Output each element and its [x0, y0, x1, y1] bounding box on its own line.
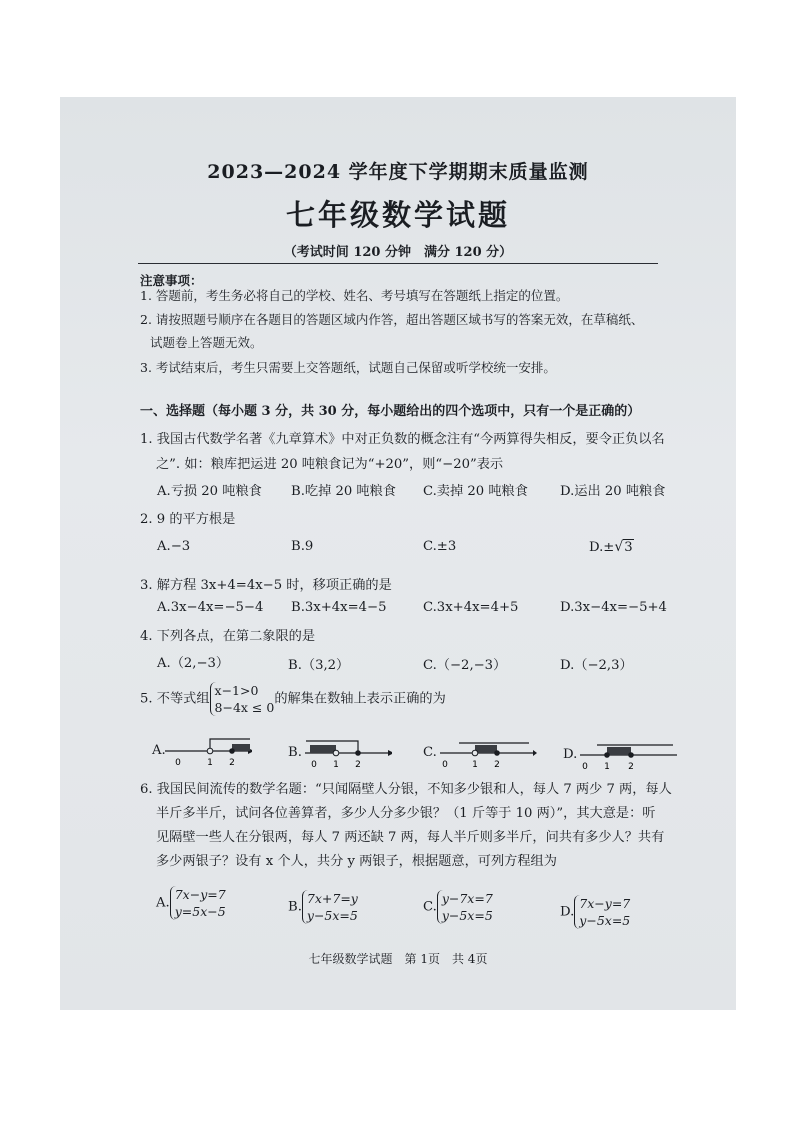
q2-option-d [589, 539, 634, 555]
tick-2: 2 [355, 760, 361, 769]
q6-stem-line3: 见隔壁一些人在分银两，每人 7 两还缺 7 两，每人半斤则多半斤，问共有多少人？共有 [156, 830, 665, 845]
number-line-a [162, 735, 252, 767]
equation-1: 7x+7=y [306, 891, 358, 906]
q6-option-c-system [437, 890, 493, 924]
q3-option-c: C.3x+4x=4+5 [423, 600, 519, 615]
q6-option-c [423, 890, 493, 924]
exam-term-heading: 2023—2024 学年度下学期期末质量监测 [207, 161, 589, 183]
q6-option-a [156, 886, 226, 920]
tick-1: 1 [472, 760, 478, 769]
exam-subtitle: （考试时间 120 分钟 满分 120 分） [283, 245, 513, 260]
q5-option-a-label: A. [152, 743, 166, 758]
q3-option-b: B.3x+4x=4−5 [291, 600, 387, 615]
q2-option-c: C.±3 [423, 539, 457, 554]
q5-inequality-system [210, 682, 275, 716]
number-line-c [437, 737, 537, 769]
q1-stem-line2: 之”. 如：粮库把运进 20 吨粮食记为“+20”，则“−20”表示 [156, 457, 504, 472]
q2-option-d-radicand: 3 [624, 540, 633, 555]
q5-stem-post: 的解集在数轴上表示正确的为 [274, 691, 446, 707]
q6-option-d [560, 895, 630, 929]
tick-0: 0 [175, 758, 181, 767]
q4-stem: 4. 下列各点，在第二象限的是 [140, 629, 316, 644]
equation-1: 7x−y=7 [174, 887, 226, 902]
q6-stem-line1: 6. 我国民间流传的数学名题：“只闻隔壁人分银，不知多少银和人，每人 7 两少 7 两，每人 [140, 782, 672, 797]
q5-option-c-label: C. [423, 745, 437, 760]
q4-option-b: B.（3,2） [288, 658, 350, 673]
equation-2: y−5x=5 [441, 908, 493, 923]
q5-inequality-1: x−1>0 [214, 683, 259, 698]
tick-2: 2 [229, 758, 235, 767]
q1-option-d: D.运出 20 吨粮食 [560, 484, 666, 499]
q3-option-d: D.3x−4x=−5+4 [560, 600, 667, 615]
q1-option-c: C.卖掉 20 吨粮食 [423, 484, 528, 499]
note-1: 1. 答题前，考生务必将自己的学校、姓名、考号填写在答题纸上指定的位置。 [140, 288, 569, 303]
equation-2: y−5x=5 [306, 908, 358, 923]
section-1-heading: 一、选择题（每小题 3 分，共 30 分，每小题给出的四个选项中，只有一个是正确的） [140, 404, 641, 419]
q6-option-a-label: A. [156, 895, 170, 911]
page-footer: 七年级数学试题 第 1页 共 4页 [308, 952, 488, 966]
tick-0: 0 [582, 762, 588, 771]
q6-stem-line4: 多少两银子？设有 x 个人，共分 y 两银子，根据题意，可列方程组为 [156, 854, 557, 869]
equation-2: y−5x=5 [579, 913, 631, 928]
q6-option-d-system [574, 895, 630, 929]
equation-1: 7x−y=7 [579, 896, 631, 911]
tick-0: 0 [442, 760, 448, 769]
tick-1: 1 [333, 760, 339, 769]
q6-option-b-label: B. [288, 899, 302, 915]
exam-title: 七年级数学试题 [285, 198, 510, 232]
q4-option-c: C.（−2,−3） [423, 658, 507, 673]
tick-1: 1 [207, 758, 213, 767]
q6-option-b-system [302, 890, 358, 924]
q5-option-d-label: D. [563, 747, 578, 762]
q3-option-a: A.3x−4x=−5−4 [157, 600, 264, 615]
notes-heading: 注意事项： [140, 273, 203, 288]
q5-stem-pre: 5. 不等式组 [140, 691, 210, 707]
q6-option-b [288, 890, 358, 924]
q5-inequality-2: 8−4x ≤ 0 [214, 700, 275, 715]
equation-1: y−7x=7 [441, 891, 493, 906]
q6-stem-line2: 半斤多半斤，试问各位善算者，多少人分多少银？（1 斤等于 10 两）”，其大意是：听 [156, 806, 656, 821]
note-2-cont: 试题卷上答题无效。 [150, 335, 263, 350]
q2-option-b: B.9 [291, 539, 314, 554]
note-2: 2. 请按照题号顺序在各题目的答题区域内作答，超出答题区域书写的答案无效，在草稿纸、 [140, 312, 644, 327]
q1-option-b: B.吃掉 20 吨粮食 [291, 484, 396, 499]
q1-stem-line1: 1. 我国古代数学名著《九章算术》中对正负数的概念注有“今两算得失相反，要令正负以名 [140, 432, 665, 447]
q6-option-d-label: D. [560, 904, 575, 920]
header-divider [138, 263, 658, 264]
radical-sign: √ [614, 539, 624, 555]
q1-option-a: A.亏损 20 吨粮食 [157, 484, 262, 499]
equation-2: y=5x−5 [174, 904, 226, 919]
q4-option-d: D.（−2,3） [560, 658, 633, 673]
q5-option-b-label: B. [288, 745, 302, 760]
number-line-b [302, 737, 392, 769]
number-line-d [577, 737, 682, 771]
tick-0: 0 [311, 760, 317, 769]
tick-2: 2 [628, 762, 634, 771]
q2-option-a: A.−3 [157, 539, 191, 554]
q4-option-a: A.（2,−3） [157, 656, 230, 671]
q6-option-c-label: C. [423, 899, 437, 915]
q2-option-d-prefix: D.± [589, 540, 615, 555]
exam-page [60, 97, 736, 1010]
q2-stem: 2. 9 的平方根是 [140, 512, 236, 527]
tick-2: 2 [494, 760, 500, 769]
q5-stem [140, 682, 446, 716]
q6-option-a-system [170, 886, 226, 920]
note-3: 3. 考试结束后，考生只需要上交答题纸，试题自己保留或听学校统一安排。 [140, 360, 556, 375]
tick-1: 1 [604, 762, 610, 771]
q3-stem: 3. 解方程 3x+4=4x−5 时，移项正确的是 [140, 578, 392, 593]
